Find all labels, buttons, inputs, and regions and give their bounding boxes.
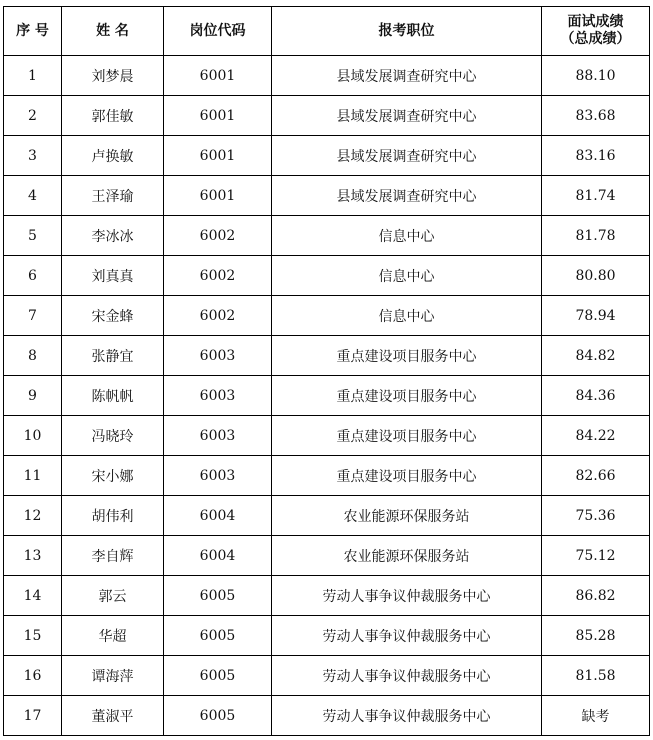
position-cell: 劳动人事争议仲裁服务中心 bbox=[272, 576, 542, 616]
code-cell: 6001 bbox=[164, 56, 272, 96]
score-cell: 81.74 bbox=[542, 176, 650, 216]
table-row bbox=[4, 336, 650, 376]
name-cell: 李自辉 bbox=[62, 536, 164, 576]
header-row bbox=[4, 7, 650, 56]
score-cell: 84.82 bbox=[542, 336, 650, 376]
code-cell: 6005 bbox=[164, 656, 272, 696]
name-cell: 郭佳敏 bbox=[62, 96, 164, 136]
seq-cell: 8 bbox=[4, 336, 62, 376]
table-row bbox=[4, 656, 650, 696]
score-cell: 78.94 bbox=[542, 296, 650, 336]
position-cell: 劳动人事争议仲裁服务中心 bbox=[272, 656, 542, 696]
table-row bbox=[4, 296, 650, 336]
seq-cell: 13 bbox=[4, 536, 62, 576]
seq-cell: 5 bbox=[4, 216, 62, 256]
score-cell: 86.82 bbox=[542, 576, 650, 616]
position-cell: 县域发展调查研究中心 bbox=[272, 96, 542, 136]
position-cell: 县域发展调查研究中心 bbox=[272, 176, 542, 216]
code-cell: 6001 bbox=[164, 96, 272, 136]
position-cell: 重点建设项目服务中心 bbox=[272, 376, 542, 416]
name-cell: 王泽瑜 bbox=[62, 176, 164, 216]
table-row bbox=[4, 96, 650, 136]
name-cell: 张静宜 bbox=[62, 336, 164, 376]
score-cell: 83.68 bbox=[542, 96, 650, 136]
score-cell: 85.28 bbox=[542, 616, 650, 656]
position-cell: 县域发展调查研究中心 bbox=[272, 56, 542, 96]
table-row bbox=[4, 696, 650, 736]
seq-cell: 3 bbox=[4, 136, 62, 176]
seq-cell: 10 bbox=[4, 416, 62, 456]
name-cell: 刘真真 bbox=[62, 256, 164, 296]
code-cell: 6001 bbox=[164, 176, 272, 216]
position-cell: 信息中心 bbox=[272, 256, 542, 296]
header-name: 姓 名 bbox=[62, 7, 164, 56]
seq-cell: 7 bbox=[4, 296, 62, 336]
table-row bbox=[4, 56, 650, 96]
seq-cell: 17 bbox=[4, 696, 62, 736]
header-position: 报考职位 bbox=[272, 7, 542, 56]
code-cell: 6005 bbox=[164, 576, 272, 616]
position-cell: 劳动人事争议仲裁服务中心 bbox=[272, 696, 542, 736]
table-header bbox=[4, 7, 650, 56]
header-code: 岗位代码 bbox=[164, 7, 272, 56]
name-cell: 冯晓玲 bbox=[62, 416, 164, 456]
position-cell: 县域发展调查研究中心 bbox=[272, 136, 542, 176]
header-seq: 序 号 bbox=[4, 7, 62, 56]
score-cell: 88.10 bbox=[542, 56, 650, 96]
seq-cell: 16 bbox=[4, 656, 62, 696]
code-cell: 6003 bbox=[164, 456, 272, 496]
table-row bbox=[4, 576, 650, 616]
table-row bbox=[4, 136, 650, 176]
position-cell: 农业能源环保服务站 bbox=[272, 536, 542, 576]
header-score-line1: 面试成绩 bbox=[567, 14, 624, 30]
code-cell: 6002 bbox=[164, 296, 272, 336]
code-cell: 6003 bbox=[164, 336, 272, 376]
seq-cell: 1 bbox=[4, 56, 62, 96]
score-table bbox=[3, 6, 650, 736]
table-row bbox=[4, 536, 650, 576]
table-row bbox=[4, 416, 650, 456]
name-cell: 董淑平 bbox=[62, 696, 164, 736]
seq-cell: 4 bbox=[4, 176, 62, 216]
code-cell: 6004 bbox=[164, 496, 272, 536]
code-cell: 6001 bbox=[164, 136, 272, 176]
table-row bbox=[4, 176, 650, 216]
position-cell: 农业能源环保服务站 bbox=[272, 496, 542, 536]
code-cell: 6003 bbox=[164, 416, 272, 456]
name-cell: 陈帆帆 bbox=[62, 376, 164, 416]
table-row bbox=[4, 256, 650, 296]
score-cell: 84.22 bbox=[542, 416, 650, 456]
position-cell: 信息中心 bbox=[272, 296, 542, 336]
name-cell: 刘梦晨 bbox=[62, 56, 164, 96]
table-row bbox=[4, 616, 650, 656]
seq-cell: 2 bbox=[4, 96, 62, 136]
position-cell: 劳动人事争议仲裁服务中心 bbox=[272, 616, 542, 656]
name-cell: 宋小娜 bbox=[62, 456, 164, 496]
score-cell: 80.80 bbox=[542, 256, 650, 296]
score-cell: 82.66 bbox=[542, 456, 650, 496]
seq-cell: 11 bbox=[4, 456, 62, 496]
code-cell: 6005 bbox=[164, 616, 272, 656]
code-cell: 6005 bbox=[164, 696, 272, 736]
seq-cell: 9 bbox=[4, 376, 62, 416]
score-cell: 81.78 bbox=[542, 216, 650, 256]
position-cell: 重点建设项目服务中心 bbox=[272, 336, 542, 376]
score-cell: 75.36 bbox=[542, 496, 650, 536]
table-row bbox=[4, 456, 650, 496]
position-cell: 重点建设项目服务中心 bbox=[272, 456, 542, 496]
score-cell: 75.12 bbox=[542, 536, 650, 576]
name-cell: 谭海萍 bbox=[62, 656, 164, 696]
name-cell: 卢换敏 bbox=[62, 136, 164, 176]
score-cell: 83.16 bbox=[542, 136, 650, 176]
seq-cell: 14 bbox=[4, 576, 62, 616]
table-row bbox=[4, 216, 650, 256]
seq-cell: 15 bbox=[4, 616, 62, 656]
position-cell: 信息中心 bbox=[272, 216, 542, 256]
code-cell: 6002 bbox=[164, 256, 272, 296]
table-row bbox=[4, 496, 650, 536]
name-cell: 郭云 bbox=[62, 576, 164, 616]
name-cell: 宋金蜂 bbox=[62, 296, 164, 336]
header-score bbox=[542, 7, 650, 56]
name-cell: 胡伟利 bbox=[62, 496, 164, 536]
name-cell: 李冰冰 bbox=[62, 216, 164, 256]
name-cell: 华超 bbox=[62, 616, 164, 656]
seq-cell: 12 bbox=[4, 496, 62, 536]
code-cell: 6003 bbox=[164, 376, 272, 416]
code-cell: 6002 bbox=[164, 216, 272, 256]
header-score-line2: （总成绩） bbox=[560, 31, 631, 47]
score-cell: 缺考 bbox=[542, 696, 650, 736]
seq-cell: 6 bbox=[4, 256, 62, 296]
code-cell: 6004 bbox=[164, 536, 272, 576]
position-cell: 重点建设项目服务中心 bbox=[272, 416, 542, 456]
score-cell: 84.36 bbox=[542, 376, 650, 416]
table-row bbox=[4, 376, 650, 416]
table-body bbox=[4, 56, 650, 736]
score-cell: 81.58 bbox=[542, 656, 650, 696]
